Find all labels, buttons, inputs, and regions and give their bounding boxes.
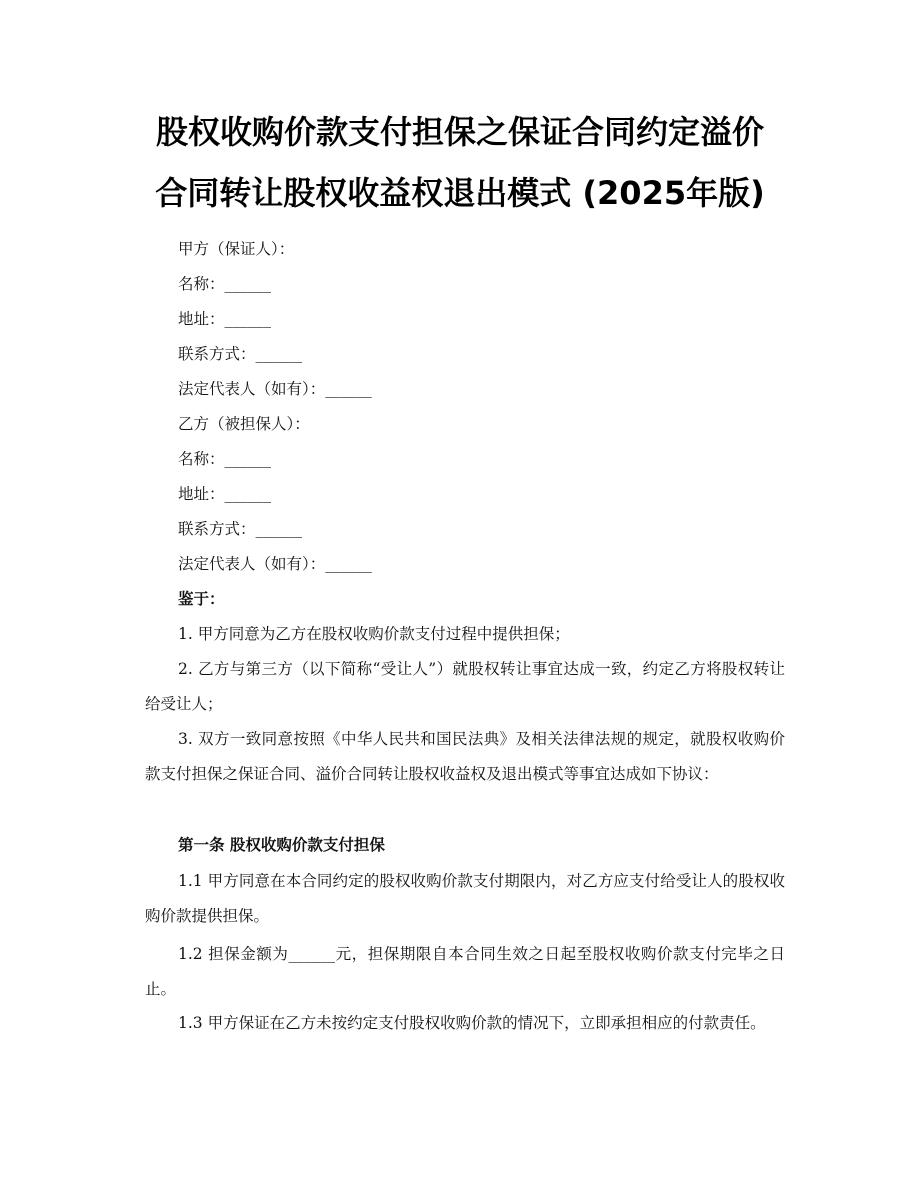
party-b-legal-rep: 法定代表人（如有）：______ <box>178 555 372 573</box>
article-1-heading: 第一条 股权收购价款支付担保 <box>178 836 385 854</box>
clause-1-1: 1.1 甲方同意在本合同约定的股权收购价款支付期限内，对乙方应支付给受让人的股权收购价款提供担保。 <box>145 872 785 925</box>
party-a-heading: 甲方（保证人）： <box>178 240 295 258</box>
party-b-address: 地址：______ <box>178 485 272 503</box>
party-a-contact: 联系方式：______ <box>178 345 303 363</box>
party-a-legal-rep: 法定代表人（如有）：______ <box>178 380 372 398</box>
party-b-heading: 乙方（被担保人）： <box>178 415 310 433</box>
party-a-address: 地址：______ <box>178 310 272 328</box>
recital-item-1: 1. 甲方同意为乙方在股权收购价款支付过程中提供担保； <box>178 625 570 643</box>
recital-item-2: 2. 乙方与第三方（以下简称“受让人”）就股权转让事宜达成一致，约定乙方将股权转让给受让人； <box>145 660 785 713</box>
recital-item-3: 3. 双方一致同意按照《中华人民共和国民法典》及相关法律法规的规定，就股权收购价款支付担保之保证合同、溢价合同转让股权收益权及退出模式等事宜达成如下协议： <box>145 730 785 783</box>
party-a-name: 名称：______ <box>178 275 272 293</box>
party-b-contact: 联系方式：______ <box>178 520 303 538</box>
clause-1-2: 1.2 担保金额为______元，担保期限自本合同生效之日起至股权收购价款支付完毕之日止。 <box>145 945 785 998</box>
clause-1-3: 1.3 甲方保证在乙方未按约定支付股权收购价款的情况下，立即承担相应的付款责任。 <box>178 1014 766 1032</box>
recitals-heading: 鉴于： <box>178 590 225 608</box>
document-title-line-1: 股权收购价款支付担保之保证合同约定溢价 <box>155 113 764 151</box>
document-title-line-2: 合同转让股权收益权退出模式 (2025年版) <box>155 174 765 212</box>
party-b-name: 名称：______ <box>178 450 272 468</box>
